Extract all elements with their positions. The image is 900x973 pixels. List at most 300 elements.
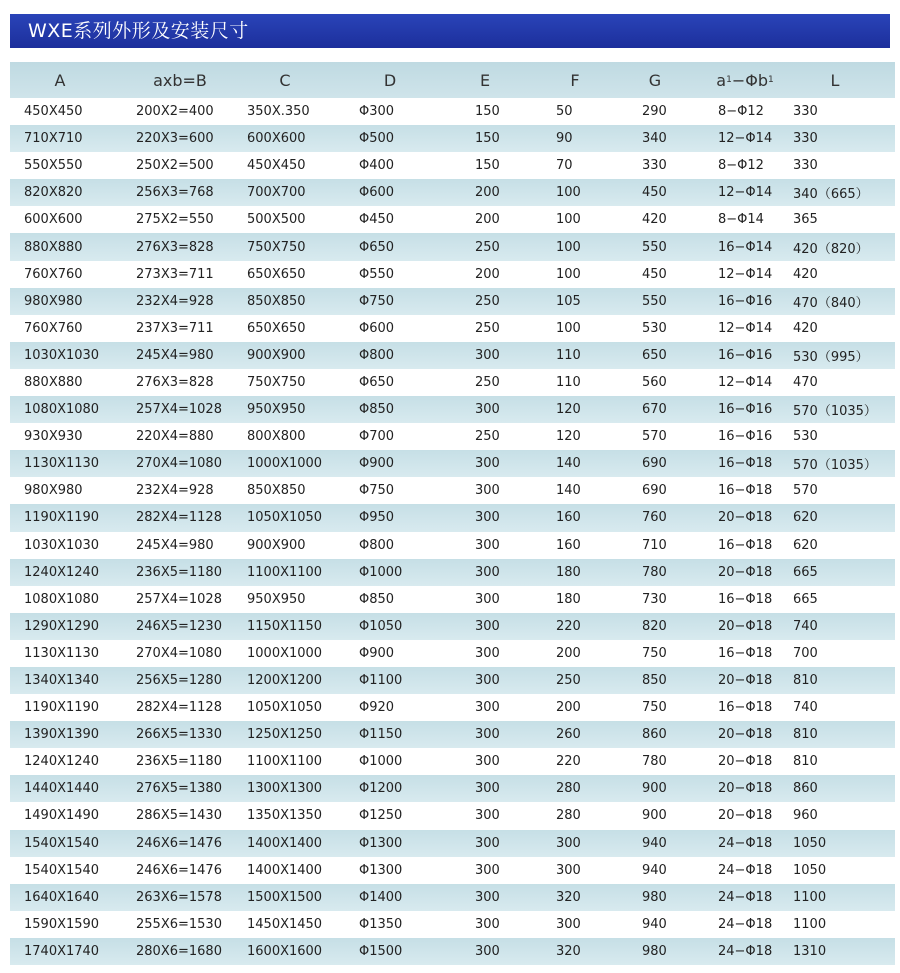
cell-axb: 255X6=1530 xyxy=(136,916,222,932)
cell-c: 1350X1350 xyxy=(247,808,323,824)
cell-l: 960 xyxy=(793,808,818,824)
cell-f: 110 xyxy=(556,347,581,363)
header-D: D xyxy=(383,70,397,90)
cell-g: 710 xyxy=(642,537,667,553)
cell-g: 550 xyxy=(642,239,667,255)
cell-axb: 232X4=928 xyxy=(136,483,214,499)
cell-axb: 236X5=1180 xyxy=(136,564,222,580)
cell-d: Φ1250 xyxy=(359,808,403,824)
cell-c: 1100X1100 xyxy=(247,564,323,580)
cell-axb: 246X5=1230 xyxy=(136,618,222,634)
cell-f: 320 xyxy=(556,943,581,959)
cell-e: 250 xyxy=(475,320,500,336)
cell-c: 800X800 xyxy=(247,429,306,445)
cell-a: 1240X1240 xyxy=(24,754,100,770)
cell-e: 300 xyxy=(475,889,500,905)
table-row xyxy=(10,396,895,423)
cell-l: 570（1035） xyxy=(793,404,877,420)
cell-a1-b1: 20−Φ18 xyxy=(718,510,773,526)
cell-a1-b1: 16−Φ16 xyxy=(718,429,773,445)
cell-f: 250 xyxy=(556,673,581,689)
cell-e: 200 xyxy=(475,266,500,282)
cell-a: 1640X1640 xyxy=(24,889,100,905)
cell-l: 365 xyxy=(793,212,818,228)
cell-a1-b1: 24−Φ18 xyxy=(718,916,773,932)
cell-g: 690 xyxy=(642,456,667,472)
cell-g: 780 xyxy=(642,754,667,770)
cell-d: Φ650 xyxy=(359,374,395,390)
table-row xyxy=(10,586,895,613)
cell-l: 420（820） xyxy=(793,241,869,257)
cell-a1-b1: 8−Φ12 xyxy=(718,104,764,120)
cell-l: 570 xyxy=(793,483,818,499)
cell-a: 760X760 xyxy=(24,320,83,336)
cell-axb: 276X3=828 xyxy=(136,239,214,255)
table-row xyxy=(10,857,895,884)
cell-g: 730 xyxy=(642,591,667,607)
cell-g: 290 xyxy=(642,104,667,120)
cell-e: 150 xyxy=(475,131,500,147)
cell-g: 980 xyxy=(642,889,667,905)
cell-e: 150 xyxy=(475,158,500,174)
cell-a1-b1: 20−Φ18 xyxy=(718,564,773,580)
cell-a1-b1: 12−Φ14 xyxy=(718,266,773,282)
cell-a1-b1: 16−Φ18 xyxy=(718,456,773,472)
cell-a: 1440X1440 xyxy=(24,781,100,797)
cell-c: 850X850 xyxy=(247,293,306,309)
cell-c: 1150X1150 xyxy=(247,618,323,634)
table-row xyxy=(10,450,895,477)
cell-d: Φ500 xyxy=(359,131,395,147)
cell-f: 180 xyxy=(556,591,581,607)
cell-a: 1030X1030 xyxy=(24,347,100,363)
cell-a: 1240X1240 xyxy=(24,564,100,580)
cell-f: 70 xyxy=(556,158,573,174)
table-row xyxy=(10,423,895,450)
header-F: F xyxy=(570,70,580,90)
cell-c: 950X950 xyxy=(247,591,306,607)
cell-c: 1300X1300 xyxy=(247,781,323,797)
cell-a1-b1: 16−Φ16 xyxy=(718,347,773,363)
cell-d: Φ1100 xyxy=(359,673,403,689)
cell-a: 1340X1340 xyxy=(24,673,100,689)
cell-a1-b1: 20−Φ18 xyxy=(718,754,773,770)
cell-l: 1100 xyxy=(793,916,827,932)
cell-d: Φ1150 xyxy=(359,727,403,743)
cell-e: 250 xyxy=(475,239,500,255)
cell-f: 300 xyxy=(556,916,581,932)
cell-g: 450 xyxy=(642,266,667,282)
cell-d: Φ900 xyxy=(359,645,395,661)
table-row xyxy=(10,640,895,667)
cell-a: 1130X1130 xyxy=(24,645,100,661)
cell-g: 980 xyxy=(642,943,667,959)
cell-axb: 245X4=980 xyxy=(136,347,214,363)
cell-f: 120 xyxy=(556,402,581,418)
table-row xyxy=(10,802,895,829)
cell-axb: 257X4=1028 xyxy=(136,402,222,418)
cell-e: 300 xyxy=(475,673,500,689)
cell-d: Φ1500 xyxy=(359,943,403,959)
cell-g: 900 xyxy=(642,781,667,797)
cell-c: 1100X1100 xyxy=(247,754,323,770)
table-row xyxy=(10,342,895,369)
cell-e: 300 xyxy=(475,347,500,363)
table-row xyxy=(10,125,895,152)
cell-l: 420 xyxy=(793,266,818,282)
cell-c: 1000X1000 xyxy=(247,456,323,472)
cell-d: Φ600 xyxy=(359,185,395,201)
table-row xyxy=(10,613,895,640)
table-row xyxy=(10,504,895,531)
cell-f: 120 xyxy=(556,429,581,445)
cell-axb: 256X5=1280 xyxy=(136,673,222,689)
cell-f: 105 xyxy=(556,293,581,309)
header-G: G xyxy=(648,70,662,90)
cell-f: 50 xyxy=(556,104,573,120)
cell-axb: 282X4=1128 xyxy=(136,510,222,526)
table-body xyxy=(10,98,895,965)
cell-c: 1500X1500 xyxy=(247,889,323,905)
cell-f: 100 xyxy=(556,239,581,255)
cell-c: 1600X1600 xyxy=(247,943,323,959)
cell-f: 100 xyxy=(556,185,581,201)
cell-e: 300 xyxy=(475,402,500,418)
cell-d: Φ850 xyxy=(359,591,395,607)
cell-a1-b1: 12−Φ14 xyxy=(718,374,773,390)
cell-e: 300 xyxy=(475,537,500,553)
cell-c: 1050X1050 xyxy=(247,700,323,716)
cell-axb: 270X4=1080 xyxy=(136,645,222,661)
cell-a: 880X880 xyxy=(24,239,83,255)
cell-axb: 220X4=880 xyxy=(136,429,214,445)
cell-c: 700X700 xyxy=(247,185,306,201)
cell-l: 530（995） xyxy=(793,349,869,365)
cell-f: 220 xyxy=(556,754,581,770)
table-row xyxy=(10,748,895,775)
cell-e: 300 xyxy=(475,943,500,959)
header-b1-prefix: −Φb xyxy=(731,70,768,90)
cell-l: 810 xyxy=(793,727,818,743)
cell-a1-b1: 16−Φ18 xyxy=(718,645,773,661)
cell-f: 180 xyxy=(556,564,581,580)
cell-c: 1000X1000 xyxy=(247,645,323,661)
cell-d: Φ300 xyxy=(359,104,395,120)
cell-a: 1130X1130 xyxy=(24,456,100,472)
header-E: E xyxy=(479,70,491,90)
cell-l: 1050 xyxy=(793,835,827,851)
cell-l: 740 xyxy=(793,618,818,634)
cell-f: 280 xyxy=(556,808,581,824)
header-a1-prefix: a xyxy=(716,70,727,90)
cell-c: 650X650 xyxy=(247,320,306,336)
cell-d: Φ850 xyxy=(359,402,395,418)
cell-e: 300 xyxy=(475,835,500,851)
cell-e: 200 xyxy=(475,185,500,201)
cell-a1-b1: 20−Φ18 xyxy=(718,781,773,797)
page-title: WXE系列外形及安装尺寸 xyxy=(10,14,890,48)
cell-d: Φ1200 xyxy=(359,781,403,797)
cell-a1-b1: 8−Φ12 xyxy=(718,158,764,174)
cell-axb: 220X3=600 xyxy=(136,131,214,147)
cell-a1-b1: 24−Φ18 xyxy=(718,862,773,878)
cell-e: 300 xyxy=(475,591,500,607)
cell-l: 470 xyxy=(793,374,818,390)
cell-a: 450X450 xyxy=(24,104,83,120)
cell-a1-b1: 16−Φ18 xyxy=(718,591,773,607)
cell-axb: 246X6=1476 xyxy=(136,862,222,878)
cell-g: 780 xyxy=(642,564,667,580)
cell-axb: 245X4=980 xyxy=(136,537,214,553)
cell-a: 600X600 xyxy=(24,212,83,228)
cell-a1-b1: 24−Φ18 xyxy=(718,835,773,851)
cell-l: 665 xyxy=(793,591,818,607)
table-row xyxy=(10,559,895,586)
header-a1-b1 xyxy=(705,62,785,98)
cell-d: Φ750 xyxy=(359,483,395,499)
cell-f: 140 xyxy=(556,456,581,472)
cell-f: 200 xyxy=(556,700,581,716)
cell-l: 810 xyxy=(793,673,818,689)
cell-e: 300 xyxy=(475,618,500,634)
cell-l: 1310 xyxy=(793,943,827,959)
cell-f: 160 xyxy=(556,510,581,526)
cell-a1-b1: 16−Φ16 xyxy=(718,293,773,309)
cell-axb: 276X3=828 xyxy=(136,374,214,390)
cell-a1-b1: 20−Φ18 xyxy=(718,618,773,634)
cell-f: 140 xyxy=(556,483,581,499)
cell-e: 300 xyxy=(475,781,500,797)
cell-g: 750 xyxy=(642,700,667,716)
cell-d: Φ1300 xyxy=(359,835,403,851)
cell-c: 650X650 xyxy=(247,266,306,282)
cell-c: 950X950 xyxy=(247,402,306,418)
cell-g: 670 xyxy=(642,402,667,418)
cell-c: 350X.350 xyxy=(247,104,310,120)
cell-d: Φ1300 xyxy=(359,862,403,878)
cell-d: Φ700 xyxy=(359,429,395,445)
cell-l: 420 xyxy=(793,320,818,336)
cell-a: 880X880 xyxy=(24,374,83,390)
cell-g: 760 xyxy=(642,510,667,526)
cell-e: 300 xyxy=(475,727,500,743)
cell-c: 1200X1200 xyxy=(247,673,323,689)
cell-f: 200 xyxy=(556,645,581,661)
cell-l: 340（665） xyxy=(793,187,869,203)
cell-g: 560 xyxy=(642,374,667,390)
cell-a1-b1: 24−Φ18 xyxy=(718,889,773,905)
cell-axb: 246X6=1476 xyxy=(136,835,222,851)
cell-e: 300 xyxy=(475,862,500,878)
cell-a1-b1: 16−Φ14 xyxy=(718,239,773,255)
cell-a1-b1: 20−Φ18 xyxy=(718,808,773,824)
cell-f: 300 xyxy=(556,862,581,878)
cell-axb: 263X6=1578 xyxy=(136,889,222,905)
cell-a1-b1: 16−Φ18 xyxy=(718,537,773,553)
cell-e: 250 xyxy=(475,429,500,445)
header-L: L xyxy=(830,70,840,90)
cell-e: 300 xyxy=(475,564,500,580)
cell-a: 1390X1390 xyxy=(24,727,100,743)
cell-l: 700 xyxy=(793,645,818,661)
cell-e: 200 xyxy=(475,212,500,228)
cell-a1-b1: 16−Φ18 xyxy=(718,700,773,716)
cell-a: 1290X1290 xyxy=(24,618,100,634)
cell-f: 100 xyxy=(556,266,581,282)
cell-g: 940 xyxy=(642,916,667,932)
cell-g: 530 xyxy=(642,320,667,336)
cell-g: 940 xyxy=(642,862,667,878)
cell-e: 300 xyxy=(475,700,500,716)
cell-a: 1080X1080 xyxy=(24,591,100,607)
cell-c: 850X850 xyxy=(247,483,306,499)
table-row xyxy=(10,261,895,288)
cell-a: 980X980 xyxy=(24,483,83,499)
cell-g: 330 xyxy=(642,158,667,174)
cell-c: 450X450 xyxy=(247,158,306,174)
cell-e: 300 xyxy=(475,754,500,770)
table-row xyxy=(10,477,895,504)
table-row xyxy=(10,98,895,125)
header-a1-subscript: 1 xyxy=(726,75,732,85)
cell-a: 980X980 xyxy=(24,293,83,309)
cell-axb: 286X5=1430 xyxy=(136,808,222,824)
cell-f: 300 xyxy=(556,835,581,851)
cell-d: Φ950 xyxy=(359,510,395,526)
cell-c: 750X750 xyxy=(247,239,306,255)
cell-g: 570 xyxy=(642,429,667,445)
cell-axb: 276X5=1380 xyxy=(136,781,222,797)
cell-e: 150 xyxy=(475,104,500,120)
cell-l: 620 xyxy=(793,537,818,553)
header-axb: axb=B xyxy=(153,70,207,90)
cell-a1-b1: 12−Φ14 xyxy=(718,320,773,336)
cell-axb: 270X4=1080 xyxy=(136,456,222,472)
cell-a1-b1: 24−Φ18 xyxy=(718,943,773,959)
cell-f: 90 xyxy=(556,131,573,147)
cell-a1-b1: 12−Φ14 xyxy=(718,131,773,147)
cell-d: Φ600 xyxy=(359,320,395,336)
cell-a1-b1: 12−Φ14 xyxy=(718,185,773,201)
cell-l: 1050 xyxy=(793,862,827,878)
cell-g: 820 xyxy=(642,618,667,634)
cell-e: 250 xyxy=(475,374,500,390)
cell-axb: 282X4=1128 xyxy=(136,700,222,716)
cell-e: 250 xyxy=(475,293,500,309)
cell-a: 1590X1590 xyxy=(24,916,100,932)
cell-d: Φ1400 xyxy=(359,889,403,905)
cell-f: 100 xyxy=(556,212,581,228)
cell-a: 1080X1080 xyxy=(24,402,100,418)
cell-d: Φ1050 xyxy=(359,618,403,634)
cell-g: 940 xyxy=(642,835,667,851)
cell-g: 850 xyxy=(642,673,667,689)
cell-d: Φ400 xyxy=(359,158,395,174)
cell-c: 1400X1400 xyxy=(247,862,323,878)
cell-a: 1030X1030 xyxy=(24,537,100,553)
cell-g: 860 xyxy=(642,727,667,743)
cell-a: 1190X1190 xyxy=(24,510,100,526)
cell-e: 300 xyxy=(475,510,500,526)
cell-g: 690 xyxy=(642,483,667,499)
cell-g: 420 xyxy=(642,212,667,228)
table-row xyxy=(10,694,895,721)
table-row xyxy=(10,369,895,396)
cell-d: Φ550 xyxy=(359,266,395,282)
cell-f: 110 xyxy=(556,374,581,390)
cell-c: 500X500 xyxy=(247,212,306,228)
cell-e: 300 xyxy=(475,645,500,661)
cell-c: 600X600 xyxy=(247,131,306,147)
header-A: A xyxy=(54,70,66,90)
table-row xyxy=(10,532,895,559)
table-row xyxy=(10,152,895,179)
cell-l: 570（1035） xyxy=(793,458,877,474)
table-row xyxy=(10,315,895,342)
cell-c: 900X900 xyxy=(247,537,306,553)
cell-a: 760X760 xyxy=(24,266,83,282)
cell-a1-b1: 20−Φ18 xyxy=(718,727,773,743)
cell-axb: 280X6=1680 xyxy=(136,943,222,959)
table-row xyxy=(10,206,895,233)
cell-a: 550X550 xyxy=(24,158,83,174)
cell-d: Φ800 xyxy=(359,347,395,363)
cell-g: 900 xyxy=(642,808,667,824)
cell-c: 900X900 xyxy=(247,347,306,363)
cell-axb: 236X5=1180 xyxy=(136,754,222,770)
cell-l: 330 xyxy=(793,104,818,120)
table-header xyxy=(10,62,895,98)
table-row xyxy=(10,911,895,938)
cell-axb: 275X2=550 xyxy=(136,212,214,228)
cell-l: 740 xyxy=(793,700,818,716)
cell-axb: 200X2=400 xyxy=(136,104,214,120)
cell-l: 620 xyxy=(793,510,818,526)
cell-c: 1050X1050 xyxy=(247,510,323,526)
cell-d: Φ920 xyxy=(359,700,395,716)
cell-axb: 232X4=928 xyxy=(136,293,214,309)
cell-g: 340 xyxy=(642,131,667,147)
table-row xyxy=(10,667,895,694)
cell-axb: 237X3=711 xyxy=(136,320,214,336)
cell-l: 470（840） xyxy=(793,295,869,311)
cell-c: 750X750 xyxy=(247,374,306,390)
cell-e: 300 xyxy=(475,808,500,824)
dimension-table xyxy=(10,62,895,965)
header-C: C xyxy=(279,70,291,90)
cell-axb: 266X5=1330 xyxy=(136,727,222,743)
table-row xyxy=(10,179,895,206)
cell-e: 300 xyxy=(475,456,500,472)
cell-a1-b1: 16−Φ16 xyxy=(718,402,773,418)
table-row xyxy=(10,775,895,802)
cell-d: Φ450 xyxy=(359,212,395,228)
cell-axb: 257X4=1028 xyxy=(136,591,222,607)
cell-e: 300 xyxy=(475,916,500,932)
cell-axb: 273X3=711 xyxy=(136,266,214,282)
cell-l: 530 xyxy=(793,429,818,445)
cell-l: 1100 xyxy=(793,889,827,905)
cell-f: 320 xyxy=(556,889,581,905)
cell-axb: 250X2=500 xyxy=(136,158,214,174)
cell-d: Φ1350 xyxy=(359,916,403,932)
cell-l: 665 xyxy=(793,564,818,580)
cell-a: 710X710 xyxy=(24,131,83,147)
table-row xyxy=(10,830,895,857)
cell-a: 1190X1190 xyxy=(24,700,100,716)
cell-d: Φ750 xyxy=(359,293,395,309)
cell-a1-b1: 8−Φ14 xyxy=(718,212,764,228)
